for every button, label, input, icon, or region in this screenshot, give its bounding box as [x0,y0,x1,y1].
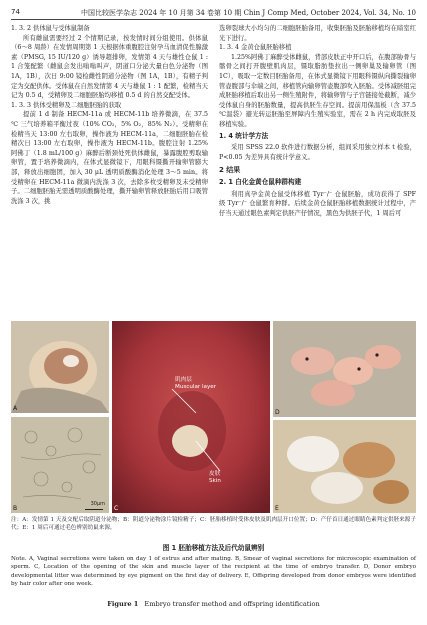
scale-bar-label: 30μm [90,501,105,507]
panel-d-photo [273,321,416,417]
section-heading: 1. 3. 4 金黄仓鼠胚胎移植 [219,44,292,52]
panel-b-photo [11,417,109,513]
section-heading: 2 结果 [219,166,241,175]
page-header [11,7,416,20]
skin-cn: 皮肤 [209,471,221,477]
paragraph: 提前 1 d 制备 HECM-11a 或 HECM-11b 培养微滴，在 37.5 ℃ 三气培养箱平衡过夜（10% CO₂，5% O₂，85% N₂）。受精卵在检精当天 13:00 左右取卵，操作液为 HECM-11a，二细胞胚胎在检精次日 13:00 左右取卵，操作液为 HECM-11b。腹腔注射 1.25% 阿佛丁（1.8 mL/100 g）麻醉后断颈处死供体雌鼠，暴露腹腔剪取输卵管，置于培养微滴内，在体式显微镜下，用眼科镊撕开输卵管膨大部，释放出细胞团，加入 30 μL 透明质酸酶消化处理 3～5 min。将受精卵在 HECM-11a 微滴内洗涤 3 次，去除多枚受精卵及未受精卵子。二细胞胚胎无需透明质酸酶处理，撕开输卵管释放胚胎后用口吸管洗涤 3 次，挑 [11,111,208,205]
paragraph: 利用真孕金黄仓鼠受体移植 Tyr⁻/⁻ 仓鼠胚胎，成功获得了 SPF 级 Tyr⁻/⁻ 仓鼠繁育种群。后续金黄仓鼠胚胎移植数据统计过程中，产仔当天通过眼色素判定供胚产仔情况，黑色为供胚子代，1 周后可 [219,190,416,217]
left-column [11,24,208,206]
panel-a-photo [11,321,109,413]
figure-title-cn: 图 1 胚胎移植方法及后代幼鼠辨别 [162,544,265,552]
section-heading: 1. 3. 3 供体受精卵及二细胞胚胎的获取 [11,101,122,109]
skin-en: Skin [209,478,221,484]
panel-e-photo [273,420,416,513]
paragraph: 1.25%阿佛丁麻醉受体雌鼠，背部皮肤正中开口后，在腹部胁骨与髂骨之间打开腹壁肌肉层，镊取脂肪垫拉出一侧卵巢及输卵管（图 1C），吸取一定数目胚胎备用，在体式显微镜下用眼科镊纵向撕裂输卵管壶腹部与伞端之间，移植管向输卵管壶腹部吹入胚胎。受体减胚组完成胚胎移植后取出另一侧生殖附件，将输卵管与子宫链接处截断，减少受体鼠自身的胚胎数量，提高供胚生存空间。提前用保温板（含 37.5 ℃温袋）避光转运胚胎至屏障内生殖实验室，需在 2 h 内完成取胚及移植实验。 [219,53,416,128]
figure-caption-en: Note. A, Vaginal secretions were taken on day 1 of estrus and after mating. B, Smear of vaginal secretions for microscopic examination of sperm. C, Location of the opening of the skin and muscle layer of the recipient at the time of embryo transfer. D, Donor embryo developmental litter was determined by eye pigment on the first day of delivery. E, Offspring developed from donor embryos were identified by hair color after one week. [11,556,416,588]
paragraph: 所有雌鼠需要经过 2 个情期记录，按发情时间分组使用。供体鼠（6～8 周龄）在发情周期第 1 天根据体重腹腔注射孕马血清促性腺激素（PMSG, 15 IU/120 g）诱导超排卵，发情第 4 天与雄性仓鼠 1 : 1 合笼配繁（雌鼠会发出嗡嗡叫声，阴道口分泌大量白色分泌物（图 1A，1B），次日 9:00 镜检雌性阴道分泌物（图 1A，1B），有精子判定为交配供体。受体鼠在自然发情第 4 天与雄鼠 1 : 1 配繁，检精当天记为 0.5 d，受精卵及二细胞胚胎均移植 0.5 d 的自然交配受体。 [11,34,208,100]
page-number: 74 [11,8,20,16]
panel-b [11,417,109,513]
paragraph: 选卵裂球大小均匀的二细胞胚胎备用，收集胚胎及胚胎移植均在暗室红光下进行。 [219,25,416,42]
panel-c-photo [112,321,270,513]
section-heading: 2. 1 白化金黄仓鼠种群构建 [219,177,302,186]
panel-a [11,321,109,413]
muscle-layer-cn: 肌肉层 [175,377,192,383]
section-heading: 1. 3. 2 供体鼠与受体鼠制备 [11,25,90,32]
figure-title-en [0,600,427,608]
figure-1 [11,321,416,513]
figure-title-en-text: Embryo transfer method and offspring identification [144,600,320,608]
panel-c-label: C [114,505,119,512]
journal-line: 中国比较医学杂志 2024 年 10 月第 34 卷第 10 期 Chin J Comp Med, October 2024, Vol. 34, No. 10 [81,9,416,17]
scale-bar [85,509,103,510]
panel-c [112,321,270,513]
figure-label-en: Figure 1 [107,600,139,608]
figure-caption-cn: 注：A：发情第 1 天及交配后取阴道分泌物；B：阴道分泌物涂片镜检精子；C：胚胎移植时受体皮肤及肌肉层开口位置；D：产仔首日通过眼睛色素判定供胚来源子代；E：1 周后可通过毛色辨别幼鼠来源。 [11,517,416,532]
muscle-layer-label [175,377,216,391]
panel-b-label: B [13,505,18,512]
section-heading: 1. 4 统计学方法 [219,131,269,140]
panel-d-label: D [275,409,280,416]
panel-e-label: E [275,505,279,512]
paragraph: 采用 SPSS 22.0 软件进行数据分析，组间采用独立样本 t 检验，P<0.05 为差异具有统计学意义。 [219,144,416,161]
panel-a-label: A [13,405,18,412]
panel-e [273,420,416,513]
panel-d [273,321,416,417]
right-column [219,24,416,218]
muscle-layer-en: Muscular layer [175,384,216,390]
skin-label [209,471,221,485]
